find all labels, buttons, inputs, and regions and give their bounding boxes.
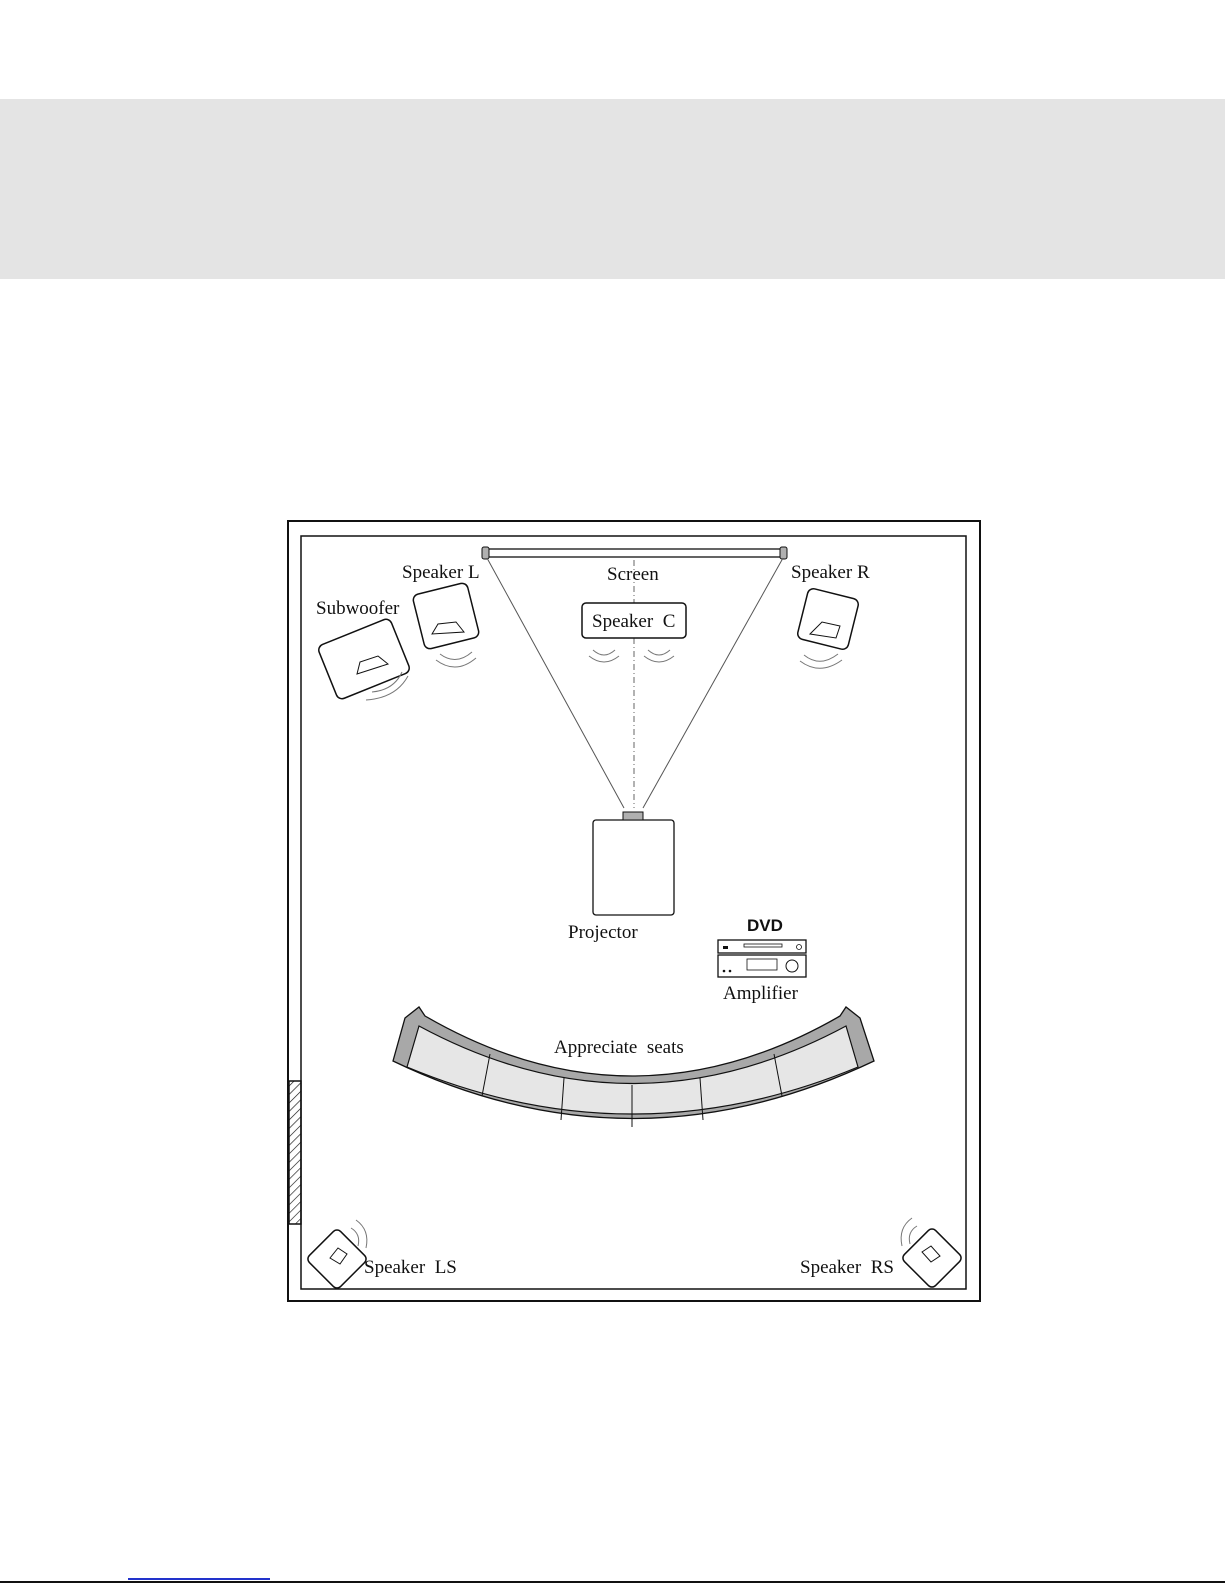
screen-label: Screen [607, 564, 659, 585]
footer-link-underline[interactable] [128, 1578, 270, 1580]
appreciate-seats [393, 1007, 874, 1127]
speaker-l [412, 582, 480, 667]
amplifier [718, 955, 806, 977]
speaker-ls [306, 1220, 368, 1290]
seats-label: Appreciate seats [554, 1037, 684, 1058]
door [289, 1081, 301, 1224]
speaker-ls-label: Speaker LS [364, 1257, 457, 1278]
speaker-c-label: Speaker C [592, 611, 676, 632]
projector [593, 812, 674, 915]
subwoofer [317, 618, 411, 701]
amplifier-label: Amplifier [723, 983, 798, 1004]
dvd-label: DVD [747, 916, 783, 935]
footer-rule [0, 1581, 1225, 1583]
projector-label: Projector [568, 922, 638, 943]
speaker-rs [901, 1218, 963, 1289]
speaker-l-label: Speaker L [402, 562, 480, 583]
dvd-player [718, 940, 806, 953]
projection-screen [482, 547, 787, 559]
projection-beam [487, 558, 783, 808]
subwoofer-label: Subwoofer [316, 598, 400, 619]
speaker-r-label: Speaker R [791, 562, 870, 583]
speaker-rs-label: Speaker RS [800, 1257, 894, 1278]
speaker-r [796, 587, 859, 668]
